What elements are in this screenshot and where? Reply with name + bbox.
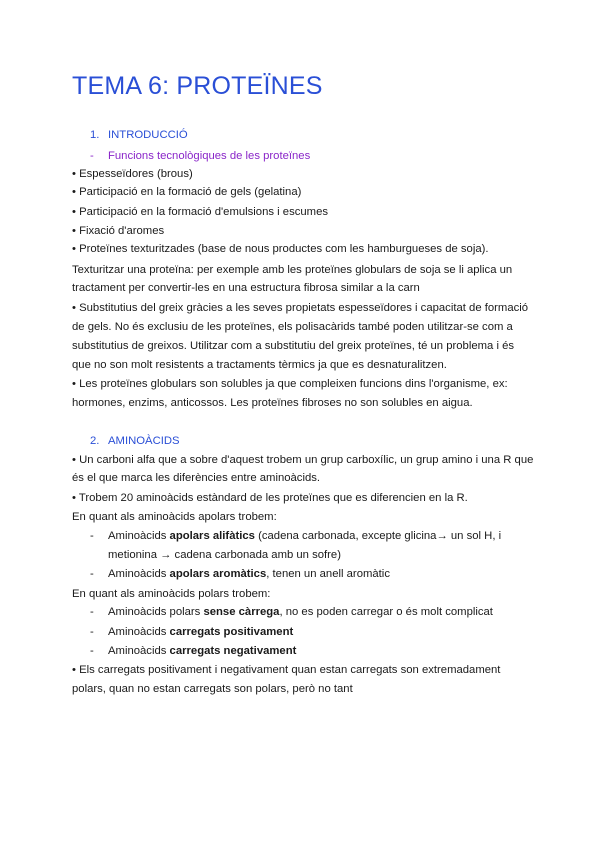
section-1-heading <box>90 128 188 142</box>
list-dash: - <box>90 530 94 542</box>
text-line: En quant als aminoàcids apolars trobem: <box>72 511 277 523</box>
list-dash: - <box>90 568 94 580</box>
text-line: tractament per convertir-les en una estructura fibrosa similar a la carn <box>72 282 420 294</box>
text-line: • Els carregats positivament i negativament quan estan carregats son extremadament <box>72 664 501 676</box>
text-line: polars, quan no estan carregats son polars, però no tant <box>72 683 353 695</box>
subheading-dash: - <box>90 150 94 162</box>
list-item-apolar-aromatic <box>108 567 390 581</box>
list-item-polar-uncharged <box>108 605 493 619</box>
text-line: de gels. No és exclusiu de les proteïnes, els polisacàrids també poden utilitzar-se com a <box>72 321 513 333</box>
page-title: TEMA 6: PROTEÏNES <box>72 72 323 100</box>
item-bold: sense càrrega <box>203 606 280 618</box>
item-suffix: , no es poden carregar o és molt complicat <box>279 606 493 618</box>
text-line: En quant als aminoàcids polars trobem: <box>72 588 271 600</box>
section-1-number: 1. <box>90 129 100 141</box>
text-line: Texturitzar una proteïna: per exemple amb les proteïnes globulars de soja se li aplica un <box>72 264 513 276</box>
list-item-positive <box>108 625 293 639</box>
text-line: • Participació en la formació de gels (gelatina) <box>72 186 302 198</box>
list-item-apolar-aliphatic <box>108 529 501 543</box>
section-1-title: INTRODUCCIÓ <box>108 129 188 141</box>
item-bold: apolars aromàtics <box>169 568 267 580</box>
text-line: • Proteïnes texturitzades (base de nous productes com les hamburgueses de soja). <box>72 243 489 255</box>
text-line: • Participació en la formació d'emulsions i escumes <box>72 206 329 218</box>
text-line: • Substitutius del greix gràcies a les seves propietats espesseïdores i capacitat de formació <box>72 302 529 314</box>
item-bold: apolars alifàtics <box>169 530 255 542</box>
text-line: • Un carboni alfa que a sobre d'aquest trobem un grup carboxílic, un grup amino i una R que <box>72 454 534 466</box>
text-line: hormones, enzims, anticossos. Les proteïnes fibroses no son solubles en aigua. <box>72 397 473 409</box>
text-line: • Trobem 20 aminoàcids estàndard de les proteïnes que es diferencien en la R. <box>72 492 468 504</box>
text-line: substitutius de greixos. Utilitzar com a substitutiu del greix proteïnes, té un problema i és <box>72 340 515 352</box>
text-line: que no son molt resistents a tractaments tèrmics ja que es desnaturalitzen. <box>72 359 447 371</box>
item-prefix: Aminoàcids <box>108 645 170 657</box>
item-prefix: Aminoàcids polars <box>108 606 204 618</box>
text-line: • Les proteïnes globulars son solubles ja que compleixen funcions dins l'organisme, ex: <box>72 378 508 390</box>
item-suffix: , tenen un anell aromàtic <box>266 568 390 580</box>
section-2-number: 2. <box>90 435 100 447</box>
section-2-title: AMINOÀCIDS <box>108 435 180 447</box>
item-prefix: Aminoàcids <box>108 530 170 542</box>
list-dash: - <box>90 626 94 638</box>
item-prefix: Aminoàcids <box>108 568 170 580</box>
subheading-functions: Funcions tecnològiques de les proteïnes <box>108 150 311 162</box>
item-bold: carregats negativament <box>169 645 297 657</box>
list-item-continuation: metionina → cadena carbonada amb un sofre) <box>108 549 341 561</box>
item-bold: carregats positivament <box>169 626 294 638</box>
text-line: • Fixació d'aromes <box>72 225 165 237</box>
text-line: és el que marca les diferències entre aminoàcids. <box>72 472 321 484</box>
list-dash: - <box>90 606 94 618</box>
list-item-negative <box>108 644 296 658</box>
text-line: • Espesseïdores (brous) <box>72 168 193 180</box>
item-prefix: Aminoàcids <box>108 626 170 638</box>
section-2-heading <box>90 434 180 448</box>
list-dash: - <box>90 645 94 657</box>
item-suffix: (cadena carbonada, excepte glicina→ un sol H, i <box>254 530 502 542</box>
